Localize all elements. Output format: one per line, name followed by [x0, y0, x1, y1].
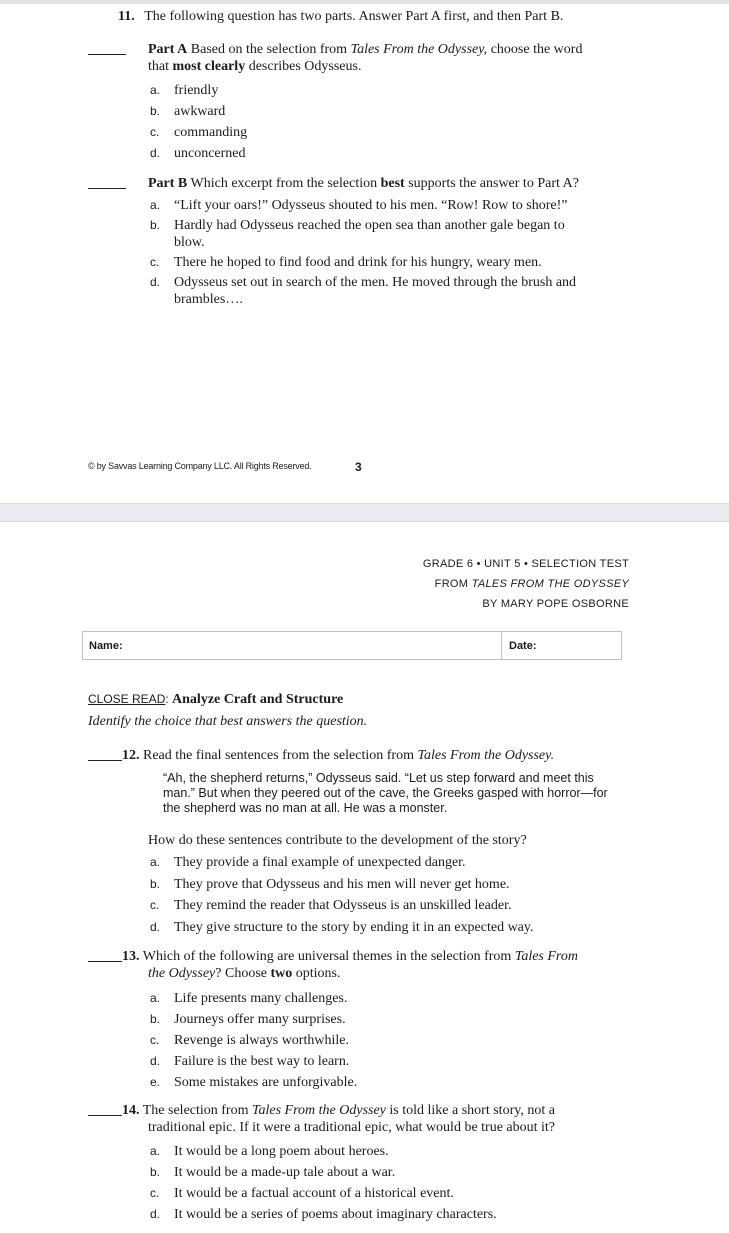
option[interactable]: [150, 122, 247, 143]
q14-options: [150, 1141, 497, 1225]
option[interactable]: [150, 1030, 357, 1051]
copyright: © by Savvas Learning Company LLC. All Rights Reserved.: [88, 461, 312, 471]
option-letter: d.: [150, 1207, 161, 1221]
part-b-text: supports the answer to Part A?: [404, 176, 579, 191]
q11-number: 11.: [118, 9, 135, 24]
q13-number: 13.: [122, 949, 140, 964]
passage-line: “Ah, the shepherd returns,” Odysseus said. “Let us step forward and meet this: [163, 771, 594, 785]
option-text-cont: brambles….: [174, 292, 243, 307]
option-letter: b.: [150, 1165, 161, 1179]
name-date-box: [82, 631, 622, 660]
q11-part-b: [148, 175, 579, 192]
q12-number: 12.: [122, 748, 140, 763]
q11-stem: [118, 8, 563, 25]
q13-title: Tales From: [514, 949, 578, 964]
section-heading: [88, 692, 343, 708]
q13-text: ? Choose: [215, 966, 271, 981]
q12-passage: [163, 771, 623, 816]
option-text: It would be a factual account of a historical event.: [174, 1186, 454, 1201]
part-b-text: Which excerpt from the selection: [187, 176, 381, 191]
q13-text: options.: [292, 966, 341, 981]
option-letter: b.: [150, 218, 161, 232]
part-a-title: Tales From the Odyssey,: [350, 42, 488, 57]
q11-stem-text: The following question has two parts. Answer Part A first, and then Part B.: [144, 9, 564, 24]
passage-line: man.” But when they peered out of the cave, the Greeks gasped with horror—for: [163, 786, 608, 800]
part-a-text: that: [148, 59, 173, 74]
q14-title: Tales From the Odyssey: [252, 1103, 386, 1118]
option-letter: a.: [150, 1144, 161, 1158]
q13-stem: [122, 948, 622, 982]
option-letter: d.: [150, 1054, 161, 1068]
option[interactable]: [150, 254, 620, 271]
q13-options: [150, 988, 357, 1093]
date-label: Date:: [509, 640, 537, 652]
option-text: “Lift your oars!” Odysseus shouted to his men. “Row! Row to shore!”: [174, 198, 568, 213]
option[interactable]: [150, 217, 620, 251]
option[interactable]: [150, 1141, 497, 1162]
q13-title: the Odyssey: [148, 966, 216, 981]
section-sep: :: [165, 692, 173, 706]
q13-text: Which of the following are universal themes in the selection from: [139, 949, 515, 964]
option-text: unconcerned: [174, 146, 246, 161]
option-text: They give structure to the story by ending it in an expected way.: [174, 919, 534, 935]
q12-stem: [122, 747, 554, 764]
option[interactable]: [150, 1051, 357, 1072]
name-label: Name:: [89, 640, 123, 652]
option-letter: b.: [150, 104, 161, 118]
q12-text: Read the final sentences from the selection from: [139, 748, 418, 763]
header-author: BY MARY POPE OSBORNE: [482, 598, 629, 610]
option[interactable]: [150, 1162, 497, 1183]
option[interactable]: [150, 143, 247, 164]
part-b-label: Part B: [148, 176, 188, 191]
option-text-cont: blow.: [174, 235, 205, 250]
option[interactable]: [150, 852, 534, 874]
option-text: Some mistakes are unforgivable.: [174, 1075, 358, 1090]
option[interactable]: [150, 80, 247, 101]
option-text: It would be a series of poems about imaginary characters.: [174, 1207, 497, 1222]
q14-stem: [122, 1102, 622, 1136]
q12-options: [150, 852, 534, 938]
option-letter: d.: [150, 146, 161, 160]
option[interactable]: [150, 197, 620, 214]
header-title: TALES FROM THE ODYSSEY: [471, 578, 629, 590]
header-grade: GRADE 6 • UNIT 5 • SELECTION TEST: [422, 558, 629, 570]
option-letter: e.: [150, 1075, 161, 1089]
option-text: They prove that Odysseus and his men will never get home.: [174, 876, 510, 892]
option-letter: b.: [150, 1012, 161, 1026]
section-instructions: Identify the choice that best answers the question.: [88, 714, 368, 729]
date-field[interactable]: [545, 635, 615, 656]
part-b-emphasis: best: [380, 176, 405, 191]
q11a-options: [150, 80, 247, 164]
section-tag: CLOSE READ: [88, 692, 166, 706]
q14-number: 14.: [122, 1103, 140, 1118]
option-text: friendly: [174, 83, 219, 98]
option-letter: c.: [150, 1186, 160, 1200]
option-text: Journeys offer many surprises.: [174, 1012, 346, 1027]
option[interactable]: [150, 274, 620, 308]
header-prefix: FROM: [434, 578, 472, 590]
option[interactable]: [150, 1204, 497, 1225]
option-text: Failure is the best way to learn.: [174, 1054, 350, 1069]
option[interactable]: [150, 874, 534, 896]
option-letter: d.: [150, 919, 161, 934]
q13-emphasis: two: [270, 966, 293, 981]
q12-question: How do these sentences contribute to the development of the story?: [148, 833, 527, 848]
section-title: Analyze Craft and Structure: [172, 692, 344, 707]
option-text: It would be a made-up tale about a war.: [174, 1165, 396, 1180]
option-letter: a.: [150, 991, 161, 1005]
passage-line: the shepherd was no man at all. He was a monster.: [163, 801, 448, 815]
q11a-answer-blank[interactable]: [88, 54, 126, 55]
q11-part-a: [148, 41, 628, 75]
option-text: commanding: [174, 125, 248, 140]
option-letter: a.: [150, 83, 161, 97]
option[interactable]: [150, 1183, 497, 1204]
option-letter: b.: [150, 876, 161, 891]
option-letter: a.: [150, 198, 161, 212]
option-letter: c.: [150, 125, 160, 139]
box-divider: [501, 632, 502, 659]
q14-answer-blank[interactable]: [88, 1115, 122, 1116]
option-text: Revenge is always worthwhile.: [174, 1033, 349, 1048]
option-text: Hardly had Odysseus reached the open sea than another gale began to: [174, 218, 565, 233]
part-a-text: choose the word: [487, 42, 583, 57]
page-number: 3: [355, 460, 362, 474]
option[interactable]: [150, 1009, 357, 1030]
q12-title: Tales From the Odyssey.: [417, 748, 555, 763]
option-text: Odysseus set out in search of the men. He moved through the brush and: [174, 275, 577, 290]
option-text: They remind the reader that Odysseus is an unskilled leader.: [174, 898, 512, 913]
option-letter: d.: [150, 275, 161, 289]
option[interactable]: [150, 895, 534, 917]
part-a-emphasis: most clearly: [172, 59, 246, 74]
part-a-text: Based on the selection from: [187, 42, 351, 57]
option-text: awkward: [174, 104, 226, 119]
option[interactable]: [150, 101, 247, 122]
q11b-answer-blank[interactable]: [88, 188, 126, 189]
option-letter: c.: [150, 1033, 160, 1047]
name-field[interactable]: [131, 635, 491, 656]
option[interactable]: [150, 1072, 357, 1093]
part-a-text: describes Odysseus.: [245, 59, 362, 74]
part-a-label: Part A: [148, 42, 188, 57]
q12-answer-blank[interactable]: [88, 760, 122, 761]
option-text: Life presents many challenges.: [174, 991, 348, 1006]
q14-text: is told like a short story, not a: [385, 1103, 555, 1118]
top-edge: [0, 0, 729, 4]
option-letter: c.: [150, 898, 160, 912]
option-text: There he hoped to find food and drink for his hungry, weary men.: [174, 255, 542, 270]
q13-answer-blank[interactable]: [88, 961, 122, 962]
option[interactable]: [150, 917, 534, 939]
option-letter: a.: [150, 855, 161, 869]
option-text: They provide a final example of unexpected danger.: [174, 855, 466, 870]
option-text: It would be a long poem about heroes.: [174, 1144, 389, 1159]
option[interactable]: [150, 988, 357, 1009]
option-letter: c.: [150, 255, 160, 269]
q11b-options: [150, 197, 620, 308]
q14-text: traditional epic. If it were a traditional epic, what would be true about it?: [148, 1120, 556, 1135]
q14-text: The selection from: [139, 1103, 252, 1118]
page-break: [0, 503, 729, 522]
header-selection: [435, 578, 629, 590]
